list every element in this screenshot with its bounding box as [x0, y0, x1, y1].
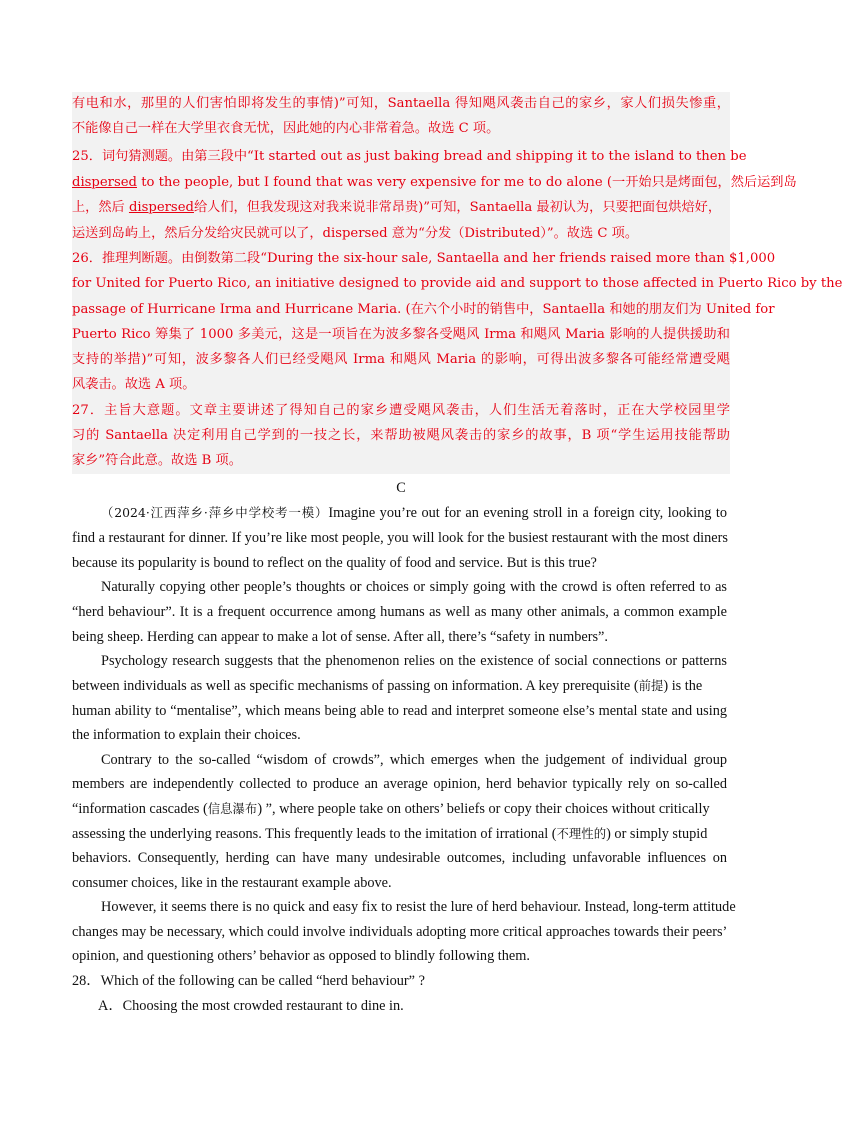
answer-line: 27．主旨大意题。文章主要讲述了得知自己的家乡遭受飓风袭击，人们生活无着落时，正在大学校园里学: [72, 403, 730, 418]
question-28: 28．Which of the following can be called “herd behaviour” ?: [72, 973, 425, 989]
gloss: 前提: [638, 678, 664, 693]
gloss: 信息瀑布: [207, 801, 258, 816]
answer-line: 家乡”符合此意。故选 B 项。: [72, 453, 242, 468]
paragraph-line: find a restaurant for dinner. If you’re like most people, you will look for the busiest restaurant with the most diners: [72, 530, 728, 546]
option-a: A．Choosing the most crowded restaurant to dine in.: [98, 998, 404, 1014]
answer-line: dispersed to the people, but I found that was very expensive for me to do alone (一开始只是烤面包，然后运到岛: [72, 175, 797, 190]
answer-line: Puerto Rico 筹集了 1000 多美元，这是一项旨在为波多黎各受飓风 Irma 和飓风 Maria 影响的人提供援助和: [72, 327, 730, 342]
answer-explanations: [72, 92, 842, 474]
answer-line: 25．词句猜测题。由第三段中“It started out as just baking bread and shipping it to the island to then be: [72, 149, 747, 164]
paragraph-line: the information to explain their choices.: [72, 727, 301, 743]
paragraph-line: because its popularity is bound to reflect on the quality of food and service. But is this true?: [72, 555, 597, 571]
answer-line: 有电和水，那里的人们害怕即将发生的事情)”可知，Santaella 得知飓风袭击自己的家乡，家人们损失惨重，: [72, 96, 730, 111]
paragraph-line: between individuals as well as specific mechanisms of passing on information. A key prerequisite (前提) is the: [72, 678, 703, 694]
paragraph-line: However, it seems there is no quick and easy fix to resist the lure of herd behaviour. Instead, long-term attitude: [101, 899, 736, 915]
underlined-word: dispersed: [128, 200, 194, 215]
answer-line: 不能像自己一样在大学里衣食无忧，因此她的内心非常着急。故选 C 项。: [72, 121, 500, 136]
answer-line: 运送到岛屿上，然后分发给灾民就可以了，dispersed 意为“分发（Distributed）”。故选 C 项。: [72, 226, 639, 241]
gloss: 不理性的: [556, 826, 607, 841]
section-label: C: [396, 480, 406, 496]
paragraph-line: human ability to “mentalise”, which means being able to read and interpret someone else’s mental state and using: [72, 703, 727, 719]
paragraph-line: Naturally copying other people’s thoughts or choices or simply going with the crowd is often referred to as: [101, 579, 727, 595]
paragraph-line: “information cascades (信息瀑布) ”, where people take on others’ beliefs or copy their choices without critically: [72, 801, 710, 817]
answer-line: 习的 Santaella 决定利用自己学到的一技之长，来帮助被飓风袭击的家乡的故事，B 项“学生运用技能帮助: [72, 428, 730, 443]
answer-line: 风袭击。故选 A 项。: [72, 377, 196, 392]
underlined-word: dispersed: [72, 175, 137, 190]
paragraph-line: assessing the underlying reasons. This frequently leads to the imitation of irrational (不理性的) or simply stupid: [72, 826, 708, 842]
paragraph-line: changes may be necessary, which could involve individuals adopting more critical approaches towards their peers’: [72, 924, 728, 940]
paragraph-line: Contrary to the so-called “wisdom of crowds”, which emerges when the judgement of individual group: [101, 752, 727, 768]
paragraph-line: being sheep. Herding can appear to make a lot of sense. After all, there’s “safety in numbers”.: [72, 629, 608, 645]
paragraph-line: “herd behaviour”. It is a frequent occurrence among humans as well as many other animals, a common example: [72, 604, 727, 620]
paragraph-line: members are independently collected to produce an average opinion, herd behavior typically rely on so-called: [72, 776, 727, 792]
paragraph-line: opinion, and questioning others’ behavior as opposed to blindly following them.: [72, 948, 530, 964]
answer-line: 26．推理判断题。由倒数第二段“During the six-hour sale, Santaella and her friends raised more than $1,000: [72, 251, 776, 266]
paragraph-line: consumer choices, like in the restaurant example above.: [72, 875, 392, 891]
source-label: （2024·江西萍乡·萍乡中学校考一模）: [101, 505, 329, 520]
paragraph-line: behaviors. Consequently, herding can have many undesirable outcomes, including unfavorable influences on: [72, 850, 727, 866]
paragraph-line: Psychology research suggests that the phenomenon relies on the existence of social connections or patterns: [101, 653, 727, 669]
answer-line: 上，然后 dispersed给人们，但我发现这对我来说非常昂贵)”可知，Santaella 最初认为，只要把面包烘焙好，: [72, 200, 722, 215]
paragraph-line: （2024·江西萍乡·萍乡中学校考一模）Imagine you’re out for an evening stroll in a foreign city, looking to: [101, 505, 727, 521]
answer-line: for United for Puerto Rico, an initiative designed to provide aid and support to those affected in Puerto Rico by the: [72, 276, 842, 291]
answer-line: 支持的举措)”可知，波多黎各人们已经受飓风 Irma 和飓风 Maria 的影响，可得出波多黎各可能经常遭受飓: [72, 352, 730, 367]
answer-line: passage of Hurricane Irma and Hurricane Maria. (在六个小时的销售中，Santaella 和她的朋友们为 United for: [72, 302, 775, 317]
